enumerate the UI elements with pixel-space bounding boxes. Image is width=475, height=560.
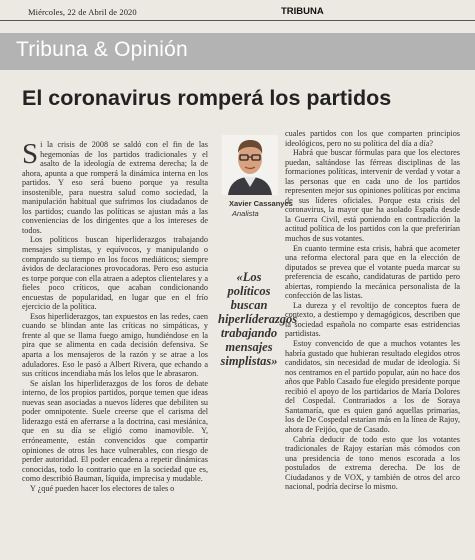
page-header <box>0 0 475 22</box>
article-column-1 <box>22 140 208 493</box>
author-name: Xavier Cassanyes <box>229 199 293 208</box>
paragraph: Se aíslan los hiperliderazgos de los foros de debate interno, de los propios partidos, porque temen que ideas nuevas sean asociadas a nuevos líderes que debiliten su poder omnipotente. Suele creerse que el carisma del liderazgo está en aferrarse a la doctrina, casi mesiánica, que en su día se eligió como inamovible. Y, erróneamente, están convencidos que compartir opiniones de otros les hace vulnerables, con riesgo de perder autoridad. El poder encadena a repetir dinámicas conocidas, todo lo contrario que en la sociedad que es, como describió Bauman, líquida, imprecisa y mudable. <box>22 378 208 484</box>
article-column-3 <box>285 129 460 492</box>
paragraph: Los políticos buscan hiperliderazgos trabajando mensajes simplistas, y equívocos, y manipulando o comprando su tiempo en los focos mediáticos; siempre ávidos de declaraciones provocadoras. Pero eso astucia es torpe porque con ella atraen a adeptos clientelares y a fieles poco críticos, que acaban condicionando encuestas de popularidad, en lugar que en el frío ejercicio de la política. <box>22 235 208 312</box>
paragraph: Habrá que buscar fórmulas para que los electores puedan, saltándose las férreas disciplinas de las formaciones políticas, intervenir de verdad y votar a las personas que en cada uno de los partidos representen mejor sus opiniones políticas por encima de sus líderes oficiales. Porque esta crisis del coronavirus, la mayor que ha asolado España desde la Guerra Civil, está poniendo en contradicción la actitud política de los partidos con la que preferirían muchos de sus votantes. <box>285 148 460 244</box>
banner-title: Tribuna & Opinión <box>16 38 188 61</box>
paragraph: Si la crisis de 2008 se saldó con el fin de las hegemonías de los partidos tradicionales y el asalto de la ideología de extrema derecha; la de ahora, apunta a que romperá la dinámica interna en los partidos. Y eso será bueno porque ya resulta insostenible, para nuestra salud como sociedad, la manipulación habitual que sufrimos los ciudadanos de los partidos; cuando las políticas se ajustan más a las conveniencias de los dirigentes que a los intereses de todos. <box>22 138 208 235</box>
drop-cap: S <box>22 138 39 170</box>
paragraph: La dureza y el revoltijo de conceptos fuera de contexto, a destiempo y demagógicos, describen que la sociedad española no comparte esas estridencias partidistas. <box>285 300 460 339</box>
section-name: TRIBUNA <box>281 6 324 17</box>
publication-date: Miércoles, 22 de Abril de 2020 <box>28 7 137 17</box>
pull-quote: «Los políticos buscan hiperlíderazgos trabajando mensajes simplistas» <box>218 270 298 368</box>
author-role: Analista <box>232 209 259 218</box>
paragraph: En cuanto termine esta crisis, habrá que acometer una reforma electoral para que en la elección de diputados se prevea que el votante pueda marcar su preferencia de escaño, candidaturas de partido pero abiertas, rompiendo la mecánica personalista de la confección de las listas. <box>285 243 460 301</box>
author-photo <box>222 135 278 195</box>
header-rule <box>0 20 475 21</box>
section-banner <box>0 33 475 70</box>
author-portrait-icon <box>222 135 278 195</box>
article-headline: El coronavirus romperá los partidos <box>22 86 392 110</box>
paragraph: Estoy convencido de que a muchos votantes les habría gustado que hubieran resultado elegidos otros candidatos, sin necesidad de mudar de ideología. Si nos centramos en el partido popular, aún no hace dos años que Pablo Casado fue elegido presidente porque recibió el apoyo de los partidarios de María Dolores del Cospedal. Contrariados a los de Soraya Santamaría, que es quien ganó aquellas primarias, los de De Cospedal estarían más en la línea de Rajoy, ahora de Feijóo, que de Casado. <box>285 339 460 434</box>
paragraph: Cabría deducir de todo esto que los votantes tradicionales de Rajoy estarían más cómodos con una presidencia de tono menos escorada a los postulados de extrema derecha. De los de Ciudadanos y de VOX, y también de otros del arco nacional, podría decirse lo mismo. <box>285 434 460 492</box>
paragraph: cuales partidos con los que comparten principios ideológicos, pero no su política del día a día? <box>285 129 460 148</box>
paragraph: Esos hiperliderazgos, tan expuestos en las redes, caen cuando se blindan ante las críticas no simpáticas, y frente al que se llama fuego amigo, hundiéndose en la pira que se alimenta en cada decisión defensiva. Se aparta a los mensajeros de la razón y se atrae a los aduladores. Eso le pasó a Albert Rivera, que echando a sus críticos incendiaba más los lelos que le abrasaron. <box>22 311 208 379</box>
paragraph: Y ¿qué pueden hacer los electores de tales o <box>30 483 175 493</box>
